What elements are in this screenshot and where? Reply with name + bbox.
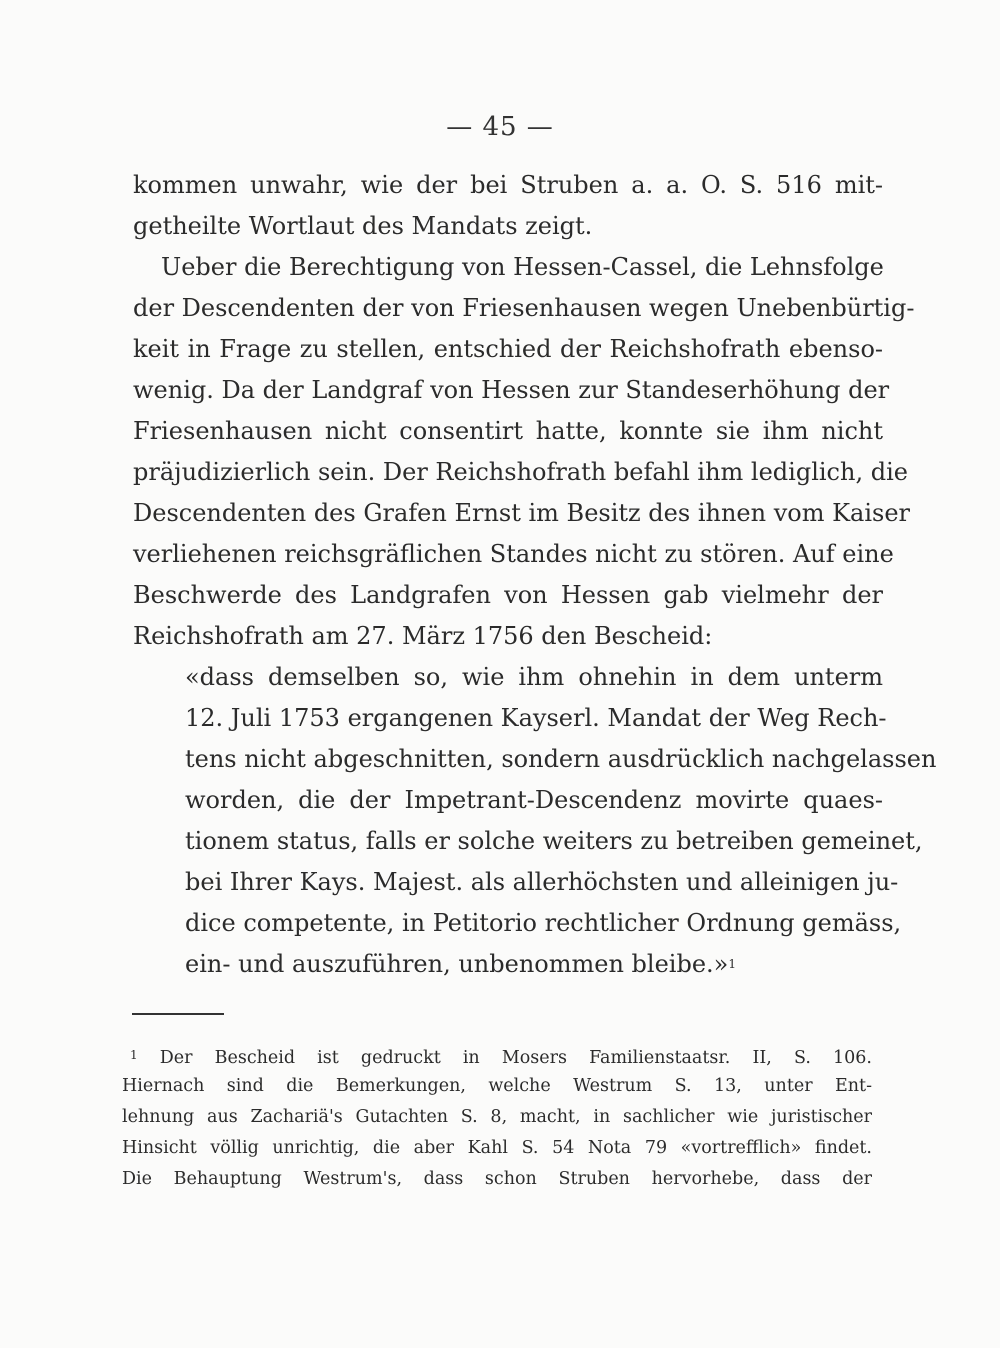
quote-line: 12. Juli 1753 ergangenen Kayserl. Mandat der Weg Rech- — [185, 704, 887, 732]
text-line: Friesenhausen nicht consentirt hatte, konnte sie ihm nicht — [133, 417, 883, 445]
text-line: Ueber die Berechtigung von Hessen-Cassel, die Lehnsfolge — [161, 253, 884, 281]
text-line: wenig. Da der Landgraf von Hessen zur Standeserhöhung der — [133, 376, 890, 404]
footnotes — [122, 1040, 872, 1195]
text-line: Descendenten des Grafen Ernst im Besitz des ihnen vom Kaiser — [133, 499, 910, 527]
footnote-line: Hiernach sind die Bemerkungen, welche Westrum S. 13, unter Ent- — [122, 1076, 872, 1096]
quote-line: bei Ihrer Kays. Majest. als allerhöchsten und alleinigen ju- — [185, 868, 899, 896]
text-line: der Descendenten der von Friesenhausen wegen Unebenbürtig- — [133, 294, 915, 322]
page-number: — 45 — — [446, 112, 554, 142]
footnote-line-text: Der Bescheid ist gedruckt in Mosers Familienstaatsr. II, S. 106. — [159, 1048, 872, 1068]
quote-line-text: ein- und auszuführen, unbenommen bleibe.» — [185, 950, 729, 978]
quote-line: worden, die der Impetrant-Descendenz movirte quaes- — [185, 786, 883, 814]
footnote-reference[interactable]: 1 — [728, 957, 736, 971]
text-line: Reichshofrath am 27. März 1756 den Bescheid: — [133, 622, 713, 650]
footnote-line — [122, 1040, 872, 1071]
text-line: keit in Frage zu stellen, entschied der Reichshofrath ebenso- — [133, 335, 883, 363]
block-quote — [185, 657, 937, 985]
text-line: getheilte Wortlaut des Mandats zeigt. — [133, 212, 593, 240]
footnote-line: lehnung aus Zachariä's Gutachten S. 8, macht, in sachlicher wie juristischer — [122, 1107, 872, 1127]
quote-line: tens nicht abgeschnitten, sondern ausdrücklich nachgelassen — [185, 745, 937, 773]
footnote-line: Hinsicht völlig unrichtig, die aber Kahl S. 54 Nota 79 «vortrefflich» findet. — [122, 1138, 872, 1158]
body-text — [133, 165, 937, 985]
text-line: kommen unwahr, wie der bei Struben a. a. O. S. 516 mit- — [133, 171, 883, 199]
quote-line: dice competente, in Petitorio rechtlicher Ordnung gemäss, — [185, 909, 902, 937]
quote-line: «dass demselben so, wie ihm ohnehin in dem unterm — [185, 663, 883, 691]
footnote-mark: 1 — [130, 1048, 138, 1062]
quote-line — [185, 944, 883, 985]
quote-line: tionem status, falls er solche weiters zu betreiben gemeinet, — [185, 827, 923, 855]
text-line: verliehenen reichsgräflichen Standes nicht zu stören. Auf eine — [133, 540, 894, 568]
footnote-line: Die Behauptung Westrum's, dass schon Struben hervorhebe, dass der — [122, 1169, 872, 1189]
text-line: Beschwerde des Landgrafen von Hessen gab vielmehr der — [133, 581, 883, 609]
text-line: präjudizierlich sein. Der Reichshofrath befahl ihm lediglich, die — [133, 458, 908, 486]
footnote-divider — [132, 1013, 224, 1015]
